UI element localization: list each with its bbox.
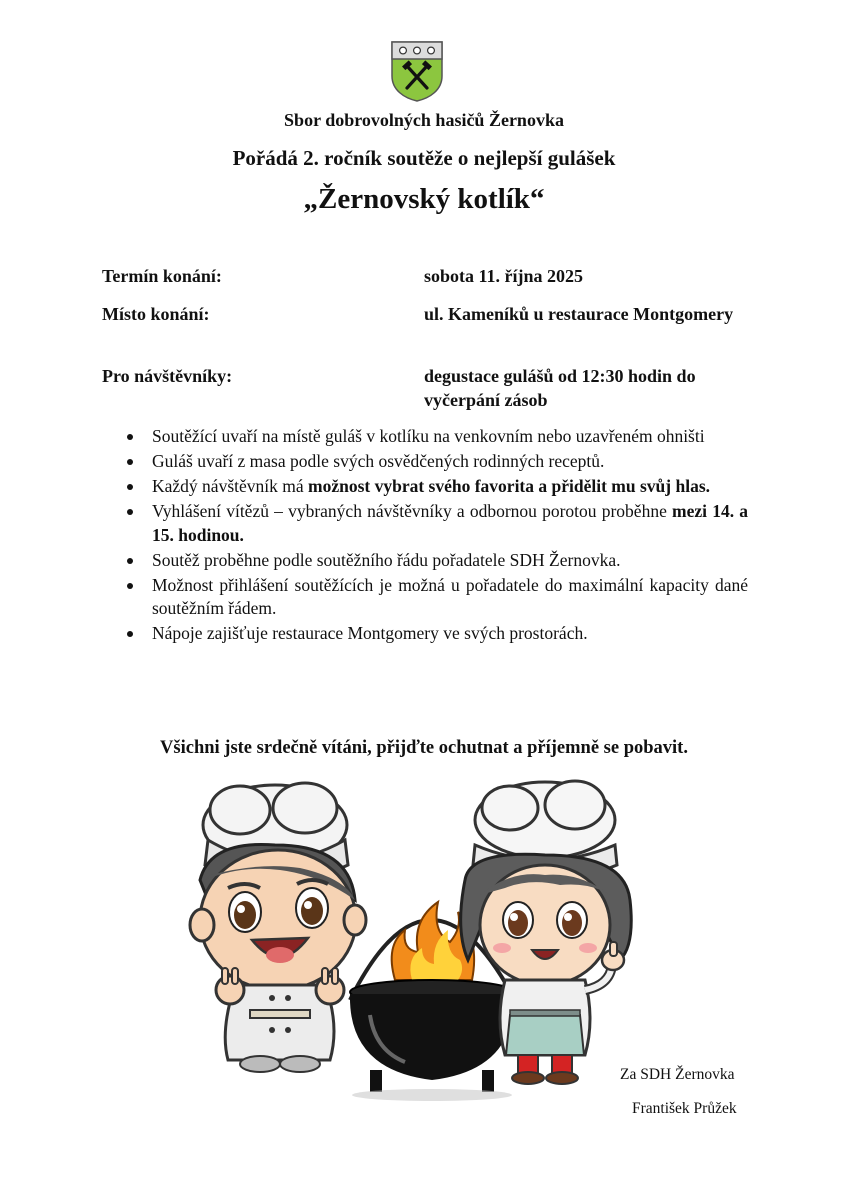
bullet-icon — [127, 434, 133, 440]
bullet-icon — [127, 484, 133, 490]
list-item — [102, 450, 748, 474]
list-item-text: Guláš uvaří z masa podle svých osvědčených rodinných receptů. — [152, 451, 605, 471]
list-item — [102, 425, 748, 449]
cauldron-icon — [350, 980, 514, 1101]
signature-name: František Průžek — [632, 1100, 737, 1117]
event-subtitle: Pořádá 2. ročník soutěže o nejlepší gulášek — [232, 146, 616, 170]
bullet-icon — [127, 558, 133, 564]
info-label: Termín konání: — [102, 266, 222, 286]
list-item-bold: mezi 14. a 15. hodinou. — [152, 501, 749, 545]
info-label: Pro návštěvníky: — [102, 366, 233, 386]
list-item — [102, 622, 748, 646]
bullet-icon — [127, 631, 133, 637]
info-value: ul. Kameníků u restaurace Montgomery — [424, 304, 734, 324]
list-item-text: Vyhlášení vítězů – vybraných návštěvníky a odbornou porotou proběhne — [152, 501, 673, 521]
coat-of-arms-icon — [390, 40, 444, 102]
info-value: sobota 11. října 2025 — [424, 266, 584, 286]
list-item-text: Soutěžící uvaří na místě guláš v kotlíku na venkovním nebo uzavřeném ohništi — [152, 426, 705, 446]
organization-name: Sbor dobrovolných hasičů Žernovka — [284, 110, 564, 130]
welcome-message: Všichni jste srdečně vítáni, přijďte ochutnat a příjemně se pobavit. — [160, 738, 688, 758]
list-item — [102, 475, 748, 499]
list-item-text: Soutěž proběhne podle soutěžního řádu pořadatele SDH Žernovka. — [152, 549, 621, 570]
bullet-icon — [127, 459, 133, 465]
list-item-text: Každý návštěvník má — [152, 476, 308, 496]
info-value: degustace gulášů od 12:30 hodin do vyčerpání zásob — [424, 366, 696, 410]
bullet-icon — [127, 509, 133, 515]
list-item-bold: možnost vybrat svého favorita a přidělit mu svůj hlas. — [308, 476, 711, 496]
list-item-text: Nápoje zajišťuje restaurace Montgomery ve svých prostorách. — [152, 623, 588, 643]
chefs-cauldron-illustration — [180, 770, 650, 1110]
bullet-icon — [127, 583, 133, 589]
list-item — [102, 574, 748, 621]
left-chef-figure — [190, 783, 366, 1072]
signature-organization: Za SDH Žernovka — [620, 1066, 735, 1083]
rules-list — [102, 425, 748, 647]
list-item — [102, 500, 748, 547]
info-label: Místo konání: — [102, 304, 210, 324]
list-item-text: Možnost přihlášení soutěžících je možná u pořadatele do maximální kapacity dané soutěžním řádem. — [152, 574, 748, 618]
list-item — [102, 549, 748, 573]
event-title: „Žernovský kotlík“ — [303, 183, 545, 215]
